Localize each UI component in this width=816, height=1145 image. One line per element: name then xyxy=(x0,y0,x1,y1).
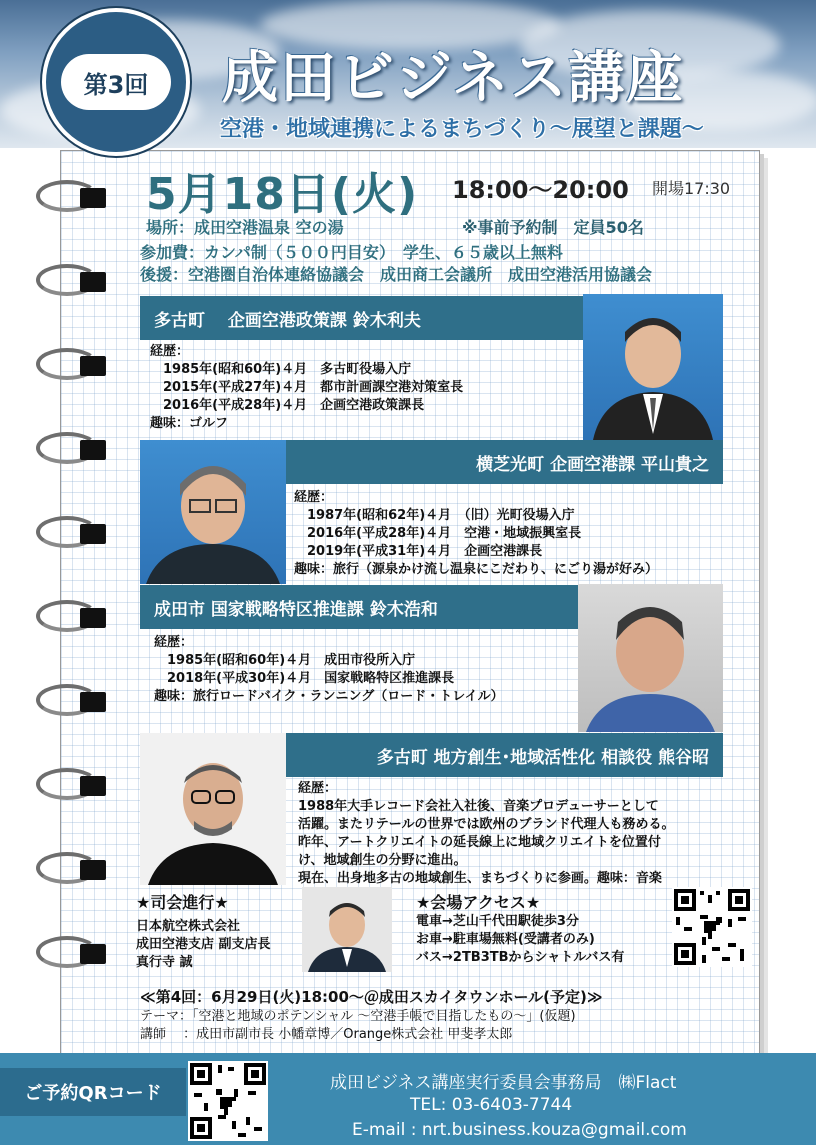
binder-ring xyxy=(36,766,116,806)
reservation-qr-label: ご予約QRコード xyxy=(0,1068,186,1116)
support: 後援：空港圏自治体連絡協議会 成田商工会議所 成田空港活用協議会 xyxy=(140,265,653,284)
next-session-theme: テーマ：「空港と地域のポテンシャル ～空港手帳で目指したもの～」(仮題) xyxy=(140,1009,576,1024)
career-line: 2016年(平成28年)４月 空港・地域振興室長 xyxy=(294,526,582,541)
career-line: 活躍。またリテールの世界では欧州のブランド代理人も務める。 xyxy=(298,817,675,832)
hobby: 趣味：ゴルフ xyxy=(150,416,229,431)
email[interactable]: E-mail : nrt.business.kouza@gmail.com xyxy=(352,1120,687,1140)
career-line: 現在、出身地多古の地域創生、まちづくりに参画。趣味：音楽 xyxy=(298,871,662,886)
speaker-1-photo xyxy=(583,294,723,440)
career-line: 1985年(昭和60年)４月 成田市役所入庁 xyxy=(154,653,416,668)
binder-ring xyxy=(36,934,116,974)
binder-ring xyxy=(36,598,116,638)
event-date: 5月18日(火) xyxy=(146,169,419,220)
speaker-4-photo xyxy=(140,733,286,885)
page-title: 成田ビジネス講座 xyxy=(222,46,685,111)
hobby: 趣味：旅行ロードバイク・ランニング（ロード・トレイル） xyxy=(154,689,504,704)
session-number: 第3回 xyxy=(61,54,171,110)
career-label: 経歴： xyxy=(150,344,190,359)
speaker-2-name: 横芝光町 企画空港課 平山貴之 xyxy=(286,440,723,484)
next-session-headline: ≪第4回：6月29日(火)18:00～＠成田スカイタウンホール(予定)≫ xyxy=(140,988,603,1006)
binder-ring xyxy=(36,850,116,890)
binder-ring xyxy=(36,262,116,302)
next-session-lecturer: 講師 ：成田市副市長 小幡章博／Orange株式会社 甲斐孝太郎 xyxy=(140,1027,513,1042)
speaker-4-name: 多古町 地方創生･地域活性化 相談役 熊谷昭 xyxy=(286,733,723,777)
career-line: け、地域創生の分野に進出。 xyxy=(298,853,467,868)
binder-ring xyxy=(36,178,116,218)
moderator-line: 成田空港支店 副支店長 xyxy=(136,937,271,952)
access-line: お車→駐車場無料(受講者のみ) xyxy=(416,932,595,947)
speaker-3-photo xyxy=(578,584,723,732)
moderator-line: 真行寺 誠 xyxy=(136,955,193,970)
speaker-2-photo xyxy=(140,440,286,584)
moderator-line: 日本航空株式会社 xyxy=(136,919,241,934)
career-line: 2018年(平成30年)４月 国家戦略特区推進課長 xyxy=(154,671,455,686)
career-line: 2016年(平成28年)４月 企画空港政策課長 xyxy=(150,398,425,413)
binder-ring xyxy=(36,430,116,470)
career-label: 経歴： xyxy=(154,635,194,650)
career-line: 1985年(昭和60年)４月 多古町役場入庁 xyxy=(150,362,412,377)
moderator-photo xyxy=(302,887,392,972)
doors-open: 開場17:30 xyxy=(652,179,731,198)
organizer: 成田ビジネス講座実行委員会事務局 ㈱Flact xyxy=(330,1073,677,1093)
session-badge xyxy=(42,8,190,156)
career-label: 経歴： xyxy=(294,490,334,505)
phone: TEL: 03-6403-7744 xyxy=(410,1095,573,1115)
page-subtitle: 空港・地域連携によるまちづくり～展望と課題～ xyxy=(220,117,704,142)
speaker-1-name: 多古町 企画空港政策課 鈴木利夫 xyxy=(140,296,583,340)
access-line: 電車→芝山千代田駅徒歩3分 xyxy=(416,914,579,929)
venue: 場所：成田空港温泉 空の湯 xyxy=(146,218,344,237)
career-line: 昨年、アートクリエイトの延長線上に地域クリエイトを位置付 xyxy=(298,835,661,850)
reservation-qr-code[interactable] xyxy=(188,1061,268,1141)
career-line: 2019年(平成31年)４月 企画空港課長 xyxy=(294,544,543,559)
access-qr-code[interactable] xyxy=(672,887,752,967)
moderator-info xyxy=(136,918,271,972)
speaker-3-career xyxy=(154,634,504,706)
binder-ring xyxy=(36,682,116,722)
binder-ring xyxy=(36,346,116,386)
binder-ring xyxy=(36,514,116,554)
access-info xyxy=(416,913,624,967)
speaker-2-career xyxy=(294,489,658,579)
career-line: 1988年大手レコード会社入社後、音楽プロデューサーとして xyxy=(298,799,659,814)
speaker-4-career xyxy=(298,780,674,888)
hobby: 趣味：旅行（源泉かけ流し温泉にこだわり、にごり湯が好み） xyxy=(294,562,659,577)
event-time: 18:00～20:00 xyxy=(452,176,629,204)
moderator-title: ★司会進行★ xyxy=(136,893,229,912)
access-title: ★会場アクセス★ xyxy=(416,893,541,912)
speaker-3-name: 成田市 国家戦略特区推進課 鈴木浩和 xyxy=(140,585,578,629)
fee: 参加費：カンパ制（５００円目安） 学生、６５歳以上無料 xyxy=(140,243,563,262)
reservation-note: ※事前予約制 定員50名 xyxy=(462,218,644,237)
career-label: 経歴： xyxy=(298,781,338,796)
access-line: バス→2TB3TBからシャトルバス有 xyxy=(416,950,625,965)
speaker-1-career xyxy=(150,343,463,433)
career-line: 1987年(昭和62年)４月 （旧）光町役場入庁 xyxy=(294,508,575,523)
career-line: 2015年(平成27年)４月 都市計画課空港対策室長 xyxy=(150,380,464,395)
